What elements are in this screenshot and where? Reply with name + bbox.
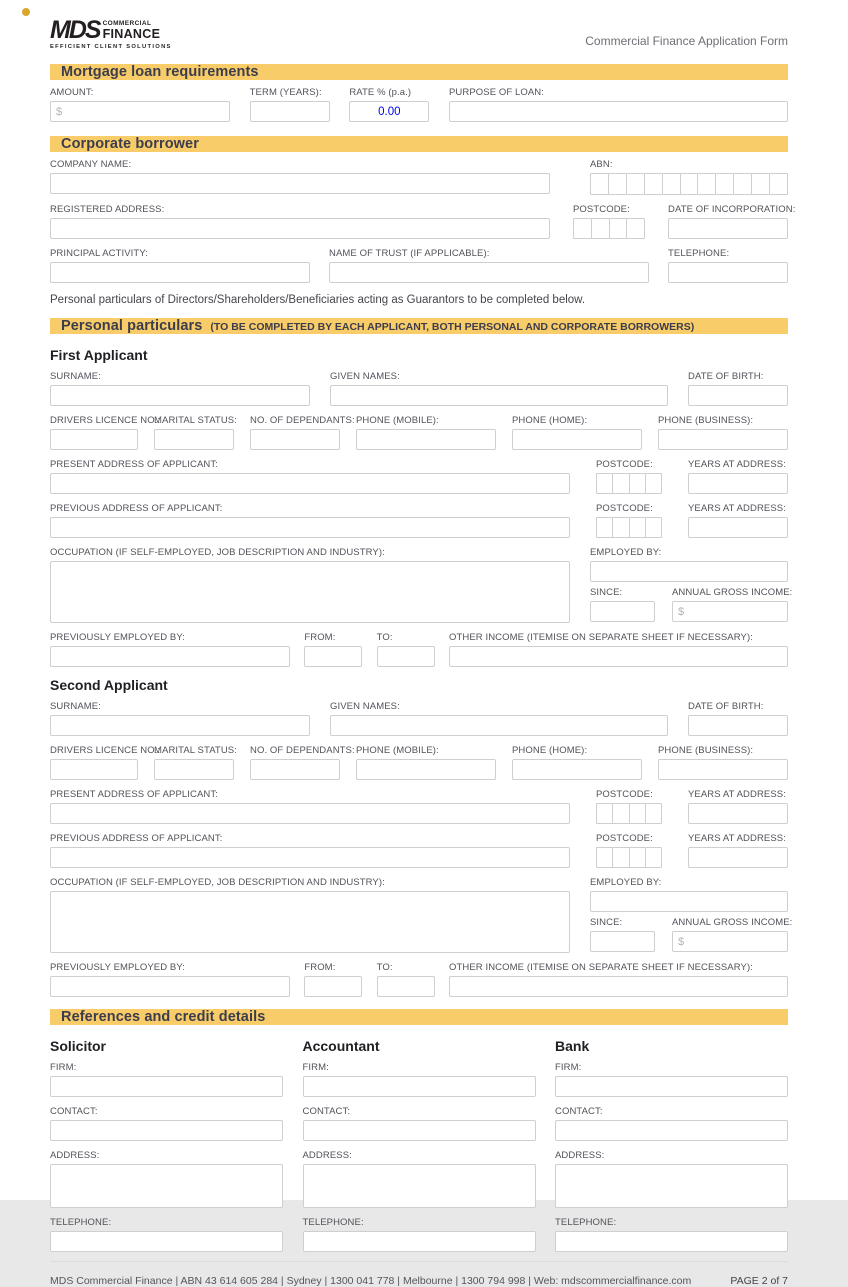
guarantors-note: Personal particulars of Directors/Shareholders/Beneficiaries acting as Guarantors to be completed below. [50,294,586,307]
footer-company-info: MDS Commercial Finance | ABN 43 614 605 284 | Sydney | 1300 041 778 | Melbourne | 1300 794 998 | Web: mdscommercialfinance.com [50,1275,692,1287]
prev-employed-input[interactable] [50,976,290,997]
digit-box[interactable] [608,173,627,195]
postcode-boxes [596,803,662,824]
corporate-row-2 [50,204,796,239]
previous-address-input[interactable] [50,517,570,538]
bank-contact-input[interactable] [555,1120,788,1141]
previous-address-label: PREVIOUS ADDRESS OF APPLICANT: [50,833,223,845]
years-at-address-label: YEARS AT ADDRESS: [688,503,786,515]
trust-name-input[interactable] [329,262,649,283]
since-label: SINCE: [590,587,623,599]
dob-input[interactable] [688,385,788,406]
section-title: Personal particulars [61,318,203,335]
present-address-label: PRESENT ADDRESS OF APPLICANT: [50,789,218,801]
principal-activity-input[interactable] [50,262,310,283]
present-address-label: PRESENT ADDRESS OF APPLICANT: [50,459,218,471]
solicitor-column [50,1032,283,1261]
amount-label: AMOUNT: [50,87,94,99]
phone-business-input[interactable] [658,429,788,450]
address-label: ADDRESS: [50,1150,100,1162]
postcode-label: POSTCODE: [596,503,653,515]
digit-box[interactable] [751,173,770,195]
company-name-label: COMPANY NAME: [50,159,132,171]
logo-commercial: COMMERCIAL [102,20,152,28]
digit-box[interactable] [629,517,646,538]
solicitor-firm-input[interactable] [50,1076,283,1097]
registered-address-label: REGISTERED ADDRESS: [50,204,165,216]
licence-label: DRIVERS LICENCE NO.: [50,745,161,757]
from-label: FROM: [304,632,336,644]
section-subtitle: (TO BE COMPLETED BY EACH APPLICANT, BOTH PERSONAL AND CORPORATE BORROWERS) [210,321,695,334]
bank-firm-input[interactable] [555,1076,788,1097]
from-label: FROM: [304,962,336,974]
mortgage-fields-row [50,87,788,122]
logo-mark: MDS [50,16,100,44]
digit-box[interactable] [645,803,662,824]
from-input[interactable] [304,646,362,667]
logo-tagline: EFFICIENT CLIENT SOLUTIONS [50,44,172,51]
trust-name-label: NAME OF TRUST (IF APPLICABLE): [329,248,490,260]
given-names-label: GIVEN NAMES: [330,371,400,383]
firm-label: FIRM: [302,1062,329,1074]
phone-home-input[interactable] [512,429,642,450]
telephone-input[interactable] [668,262,788,283]
firm-label: FIRM: [50,1062,77,1074]
section-bar-references [50,1009,788,1025]
abn-label: ABN: [590,159,613,171]
postcode-label: POSTCODE: [573,204,630,216]
employed-by-input[interactable] [590,891,788,912]
digit-box[interactable] [573,218,592,239]
postcode-label: POSTCODE: [596,833,653,845]
occupation-label: OCCUPATION (IF SELF-EMPLOYED, JOB DESCRIPTION AND INDUSTRY): [50,877,385,889]
prev-employed-label: PREVIOUSLY EMPLOYED BY: [50,962,185,974]
applicant2-name-row [50,701,788,736]
solicitor-telephone-input[interactable] [50,1231,283,1252]
annual-income-input[interactable] [672,931,788,952]
contact-label: CONTACT: [302,1106,351,1118]
phone-business-input[interactable] [658,759,788,780]
surname-input[interactable] [50,715,310,736]
to-label: TO: [376,962,393,974]
previous-address-input[interactable] [50,847,570,868]
rate-input[interactable] [349,101,429,122]
digit-box[interactable] [596,803,613,824]
accountant-contact-input[interactable] [303,1120,536,1141]
telephone-label: TELEPHONE: [50,1217,112,1229]
phone-home-label: PHONE (HOME): [512,745,588,757]
phone-mobile-label: PHONE (MOBILE): [356,745,439,757]
references-columns [50,1032,788,1261]
since-label: SINCE: [590,917,623,929]
logo-finance: FINANCE [102,26,161,41]
telephone-label: TELEPHONE: [302,1217,364,1229]
digit-box[interactable] [609,218,628,239]
incorporation-date-label: DATE OF INCORPORATION: [668,204,796,216]
digit-box[interactable] [612,473,629,494]
applicant1-name-row [50,371,788,406]
dependants-input[interactable] [250,429,340,450]
section-title: Corporate borrower [61,136,199,153]
section-bar-personal [50,318,788,334]
surname-input[interactable] [50,385,310,406]
to-input[interactable] [377,976,435,997]
address-label: ADDRESS: [302,1150,352,1162]
digit-box[interactable] [626,218,645,239]
accountant-column [303,1032,536,1261]
marital-label: MARITAL STATUS: [154,745,237,757]
applicant2-phone-row [50,745,788,780]
present-address-input[interactable] [50,803,570,824]
postcode-boxes [573,218,645,239]
annual-income-label: ANNUAL GROSS INCOME: [672,917,793,929]
dependants-input[interactable] [250,759,340,780]
from-input[interactable] [304,976,362,997]
postcode-boxes [596,473,662,494]
postcode-boxes [596,847,662,868]
contact-label: CONTACT: [50,1106,98,1118]
incorporation-date-input[interactable] [668,218,788,239]
digit-box[interactable] [645,517,662,538]
bank-telephone-input[interactable] [555,1231,788,1252]
years-at-address-input[interactable] [688,847,788,868]
dependants-label: NO. OF DEPENDANTS: [250,745,355,757]
applicant1-occupation-row [50,547,793,623]
digit-box[interactable] [629,847,646,868]
years-at-address-label: YEARS AT ADDRESS: [688,459,786,471]
dob-label: DATE OF BIRTH: [688,371,764,383]
licence-label: DRIVERS LICENCE NO.: [50,415,161,427]
applicant2-employment-row [50,962,788,997]
bank-address-textarea[interactable] [555,1164,788,1208]
occupation-textarea[interactable] [50,891,570,953]
years-at-address-input[interactable] [688,517,788,538]
other-income-label: OTHER INCOME (ITEMISE ON SEPARATE SHEET IF NECESSARY): [448,962,753,974]
present-address-input[interactable] [50,473,570,494]
accountant-firm-input[interactable] [303,1076,536,1097]
digit-box[interactable] [715,173,734,195]
amount-input[interactable] [50,101,230,122]
applicant2-previous-address-row [50,833,788,868]
occupation-label: OCCUPATION (IF SELF-EMPLOYED, JOB DESCRIPTION AND INDUSTRY): [50,547,385,559]
dob-input[interactable] [688,715,788,736]
section-bar-corporate [50,136,788,152]
accountant-address-textarea[interactable] [303,1164,536,1208]
phone-mobile-input[interactable] [356,759,496,780]
digit-box[interactable] [612,517,629,538]
postcode-label: POSTCODE: [596,789,653,801]
applicant1-present-address-row [50,459,788,494]
mds-logo [50,16,172,51]
digit-box[interactable] [596,473,613,494]
page-footer [50,1261,788,1287]
digit-box[interactable] [612,803,629,824]
digit-box[interactable] [612,847,629,868]
term-input[interactable] [250,101,330,122]
prev-employed-input[interactable] [50,646,290,667]
digit-box[interactable] [629,473,646,494]
postcode-boxes [596,517,662,538]
other-income-input[interactable] [449,646,788,667]
to-input[interactable] [377,646,435,667]
employed-by-input[interactable] [590,561,788,582]
second-applicant-heading: Second Applicant [50,677,168,694]
licence-input[interactable] [50,759,138,780]
firm-label: FIRM: [555,1062,582,1074]
abn-boxes [590,173,788,195]
digit-box[interactable] [680,173,699,195]
digit-box[interactable] [697,173,716,195]
digit-box[interactable] [626,173,645,195]
years-at-address-label: YEARS AT ADDRESS: [688,789,786,801]
other-income-input[interactable] [449,976,788,997]
solicitor-contact-input[interactable] [50,1120,283,1141]
telephone-label: TELEPHONE: [555,1217,617,1229]
applicant1-previous-address-row [50,503,788,538]
marital-label: MARITAL STATUS: [154,415,237,427]
to-label: TO: [376,632,393,644]
digit-box[interactable] [769,173,788,195]
phone-mobile-label: PHONE (MOBILE): [356,415,439,427]
digit-box[interactable] [662,173,681,195]
purpose-label: PURPOSE OF LOAN: [448,87,545,99]
given-names-label: GIVEN NAMES: [330,701,400,713]
annual-income-label: ANNUAL GROSS INCOME: [672,587,793,599]
bank-column [555,1032,788,1261]
page-header [50,16,788,51]
since-input[interactable] [590,601,655,622]
employed-by-label: EMPLOYED BY: [590,547,662,559]
licence-input[interactable] [50,429,138,450]
principal-activity-label: PRINCIPAL ACTIVITY: [50,248,148,260]
telephone-label: TELEPHONE: [668,248,730,260]
applicant1-phone-row [50,415,788,450]
dob-label: DATE OF BIRTH: [688,701,764,713]
digit-box[interactable] [644,173,663,195]
accountant-heading: Accountant [302,1038,380,1055]
prev-employed-label: PREVIOUSLY EMPLOYED BY: [50,632,185,644]
given-names-input[interactable] [330,715,668,736]
solicitor-heading: Solicitor [50,1038,107,1055]
marital-input[interactable] [154,429,234,450]
surname-label: SURNAME: [50,371,101,383]
employed-by-label: EMPLOYED BY: [590,877,662,889]
phone-business-label: PHONE (BUSINESS): [658,415,754,427]
marital-input[interactable] [154,759,234,780]
section-title: Mortgage loan requirements [61,64,259,81]
digit-box[interactable] [645,847,662,868]
digit-box[interactable] [645,473,662,494]
accountant-telephone-input[interactable] [303,1231,536,1252]
digit-box[interactable] [596,517,613,538]
address-label: ADDRESS: [555,1150,605,1162]
applicant2-occupation-row [50,877,793,953]
digit-box[interactable] [591,218,610,239]
purpose-input[interactable] [449,101,788,122]
phone-home-label: PHONE (HOME): [512,415,588,427]
years-at-address-input[interactable] [688,473,788,494]
annual-income-input[interactable] [672,601,788,622]
bank-heading: Bank [555,1038,590,1055]
applicant2-present-address-row [50,789,788,824]
surname-label: SURNAME: [50,701,101,713]
years-at-address-input[interactable] [688,803,788,824]
phone-mobile-input[interactable] [356,429,496,450]
postcode-label: POSTCODE: [596,459,653,471]
document-title: Commercial Finance Application Form [585,34,788,49]
first-applicant-heading: First Applicant [50,347,148,364]
term-label: TERM (YEARS): [249,87,322,99]
given-names-input[interactable] [330,385,668,406]
applicant1-employment-row [50,632,788,667]
digit-box[interactable] [629,803,646,824]
digit-box[interactable] [590,173,609,195]
since-input[interactable] [590,931,655,952]
logo-gold-dot-icon [22,8,30,16]
digit-box[interactable] [733,173,752,195]
registered-address-input[interactable] [50,218,550,239]
section-title: References and credit details [61,1009,266,1026]
corporate-row-1 [50,159,788,195]
company-name-input[interactable] [50,173,550,194]
corporate-row-3 [50,248,788,283]
occupation-textarea[interactable] [50,561,570,623]
rate-label: RATE % (p.a.) [349,87,412,99]
contact-label: CONTACT: [555,1106,603,1118]
phone-home-input[interactable] [512,759,642,780]
phone-business-label: PHONE (BUSINESS): [658,745,754,757]
digit-box[interactable] [596,847,613,868]
page-number: PAGE 2 of 7 [730,1275,788,1287]
previous-address-label: PREVIOUS ADDRESS OF APPLICANT: [50,503,223,515]
section-bar-mortgage [50,64,788,80]
solicitor-address-textarea[interactable] [50,1164,283,1208]
dependants-label: NO. OF DEPENDANTS: [250,415,355,427]
other-income-label: OTHER INCOME (ITEMISE ON SEPARATE SHEET IF NECESSARY): [448,632,753,644]
years-at-address-label: YEARS AT ADDRESS: [688,833,786,845]
